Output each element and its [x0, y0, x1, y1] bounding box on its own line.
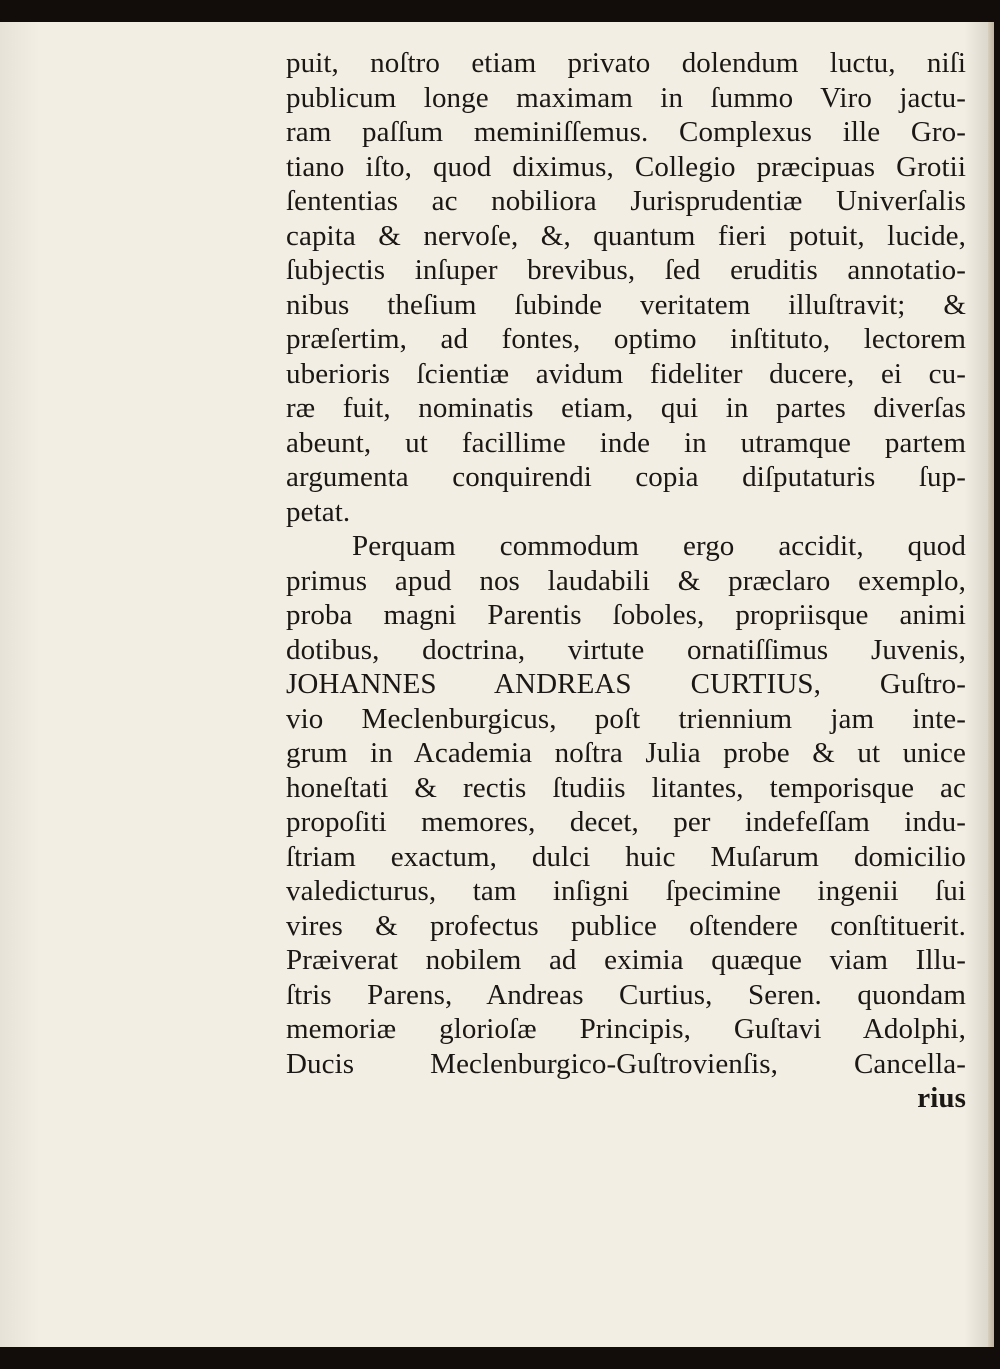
text-line: abeunt, ut facillime inde in utramque partem	[286, 426, 966, 459]
text-line: argumenta conquirendi copia diſputaturis ſup-	[286, 461, 966, 493]
text-line: vires & profectus publice oſtendere conſtituerit.	[286, 909, 966, 942]
text-line: puit, noſtro etiam privato dolendum luctu, niſi	[286, 47, 966, 79]
catchword: rius	[917, 1082, 966, 1114]
text-line: ſubjectis inſuper brevibus, ſed eruditis annotatio-	[286, 254, 966, 286]
text-line: capita & nervoſe, &, quantum fieri potuit, lucide,	[286, 219, 966, 252]
text-line: valedicturus, tam inſigni ſpecimine ingenii ſui	[286, 875, 966, 907]
text-line: Ducis Meclenburgico-Guſtrovienſis, Cancella-	[286, 1047, 966, 1080]
paragraph-first-line: Perquam commodum ergo accidit, quod	[352, 530, 966, 562]
text-line: præſertim, ad fontes, optimo inſtituto, lectorem	[286, 323, 966, 355]
text-line: primus apud nos laudabili & præclaro exemplo,	[286, 564, 966, 597]
text-line: grum in Academia noſtra Julia probe & ut unice	[286, 737, 966, 769]
text-line: dotibus, doctrina, virtute ornatiſſimus Juvenis,	[286, 633, 966, 666]
text-line: tiano iſto, quod diximus, Collegio præcipuas Grotii	[286, 150, 966, 183]
text-line: ram paſſum meminiſſemus. Complexus ille Gro-	[286, 116, 966, 148]
text-line: ræ fuit, nominatis etiam, qui in partes diverſas	[286, 392, 966, 424]
text-line: publicum longe maximam in ſummo Viro jactu-	[286, 81, 966, 114]
text-line: vio Meclenburgicus, poſt triennium jam inte-	[286, 702, 966, 735]
book-page	[0, 22, 994, 1347]
text-line: uberioris ſcientiæ avidum fideliter ducere, ei cu-	[286, 357, 966, 390]
text-line: Præiverat nobilem ad eximia quæque viam Illu-	[286, 944, 966, 976]
text-line: memoriæ glorioſæ Principis, Guſtavi Adolphi,	[286, 1013, 966, 1045]
text-line: ſtriam exactum, dulci huic Muſarum domicilio	[286, 840, 966, 873]
text-line: proba magni Parentis ſoboles, propriisque animi	[286, 599, 966, 631]
page-edge	[988, 22, 994, 1347]
body-text	[286, 46, 966, 1116]
text-line: petat.	[286, 495, 351, 528]
text-line: nibus theſium ſubinde veritatem illuſtravit; &	[286, 288, 966, 321]
text-line: honeſtati & rectis ſtudiis litantes, temporisque ac	[286, 771, 966, 804]
text-line: ſtris Parens, Andreas Curtius, Seren. quondam	[286, 978, 966, 1011]
text-line: JOHANNES ANDREAS CURTIUS, Guſtro-	[286, 668, 966, 700]
text-line: ſententias ac nobiliora Jurisprudentiæ Univerſalis	[286, 185, 966, 217]
text-line: propoſiti memores, decet, per indefeſſam indu-	[286, 806, 966, 838]
